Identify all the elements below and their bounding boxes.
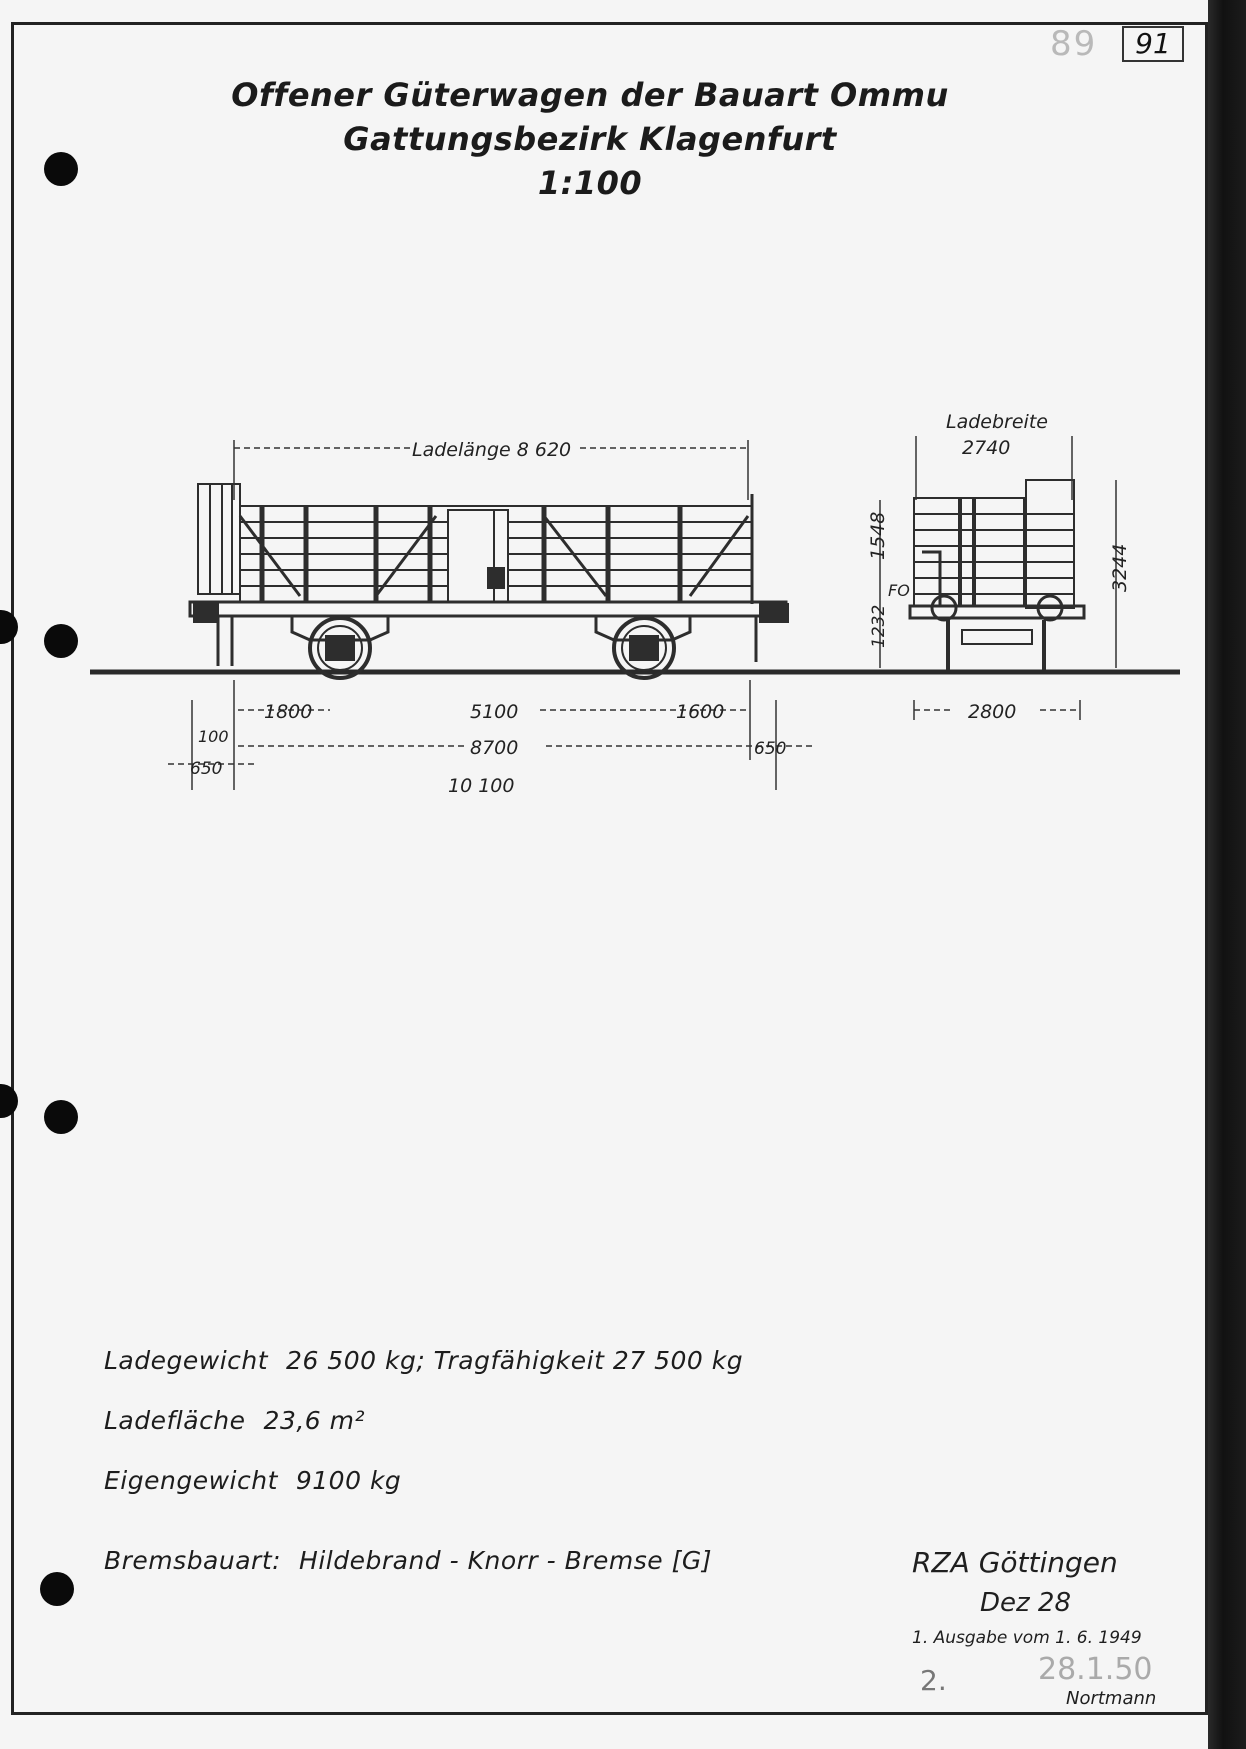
stamp-date: Dez 28 — [980, 1588, 1072, 1618]
punch-hole — [44, 1100, 78, 1134]
spec-label: Ladegewicht — [104, 1346, 269, 1375]
dim-1600: 1600 — [676, 701, 725, 723]
dim-8700: 8700 — [470, 737, 519, 759]
end-height-1548: 1548 — [867, 511, 889, 560]
dim-650-left: 650 — [190, 759, 223, 779]
sheet-number: 91 — [1122, 26, 1184, 62]
end-loading-width: 2740 — [962, 437, 1011, 459]
spec-loading-weight — [104, 1346, 743, 1375]
stamp-revision-number: 2. — [920, 1664, 947, 1697]
end-width-2800: 2800 — [968, 701, 1017, 723]
dim-5100: 5100 — [470, 701, 519, 723]
spec-value: 9100 kg — [295, 1466, 402, 1495]
spec-value: 23,6 m² — [263, 1406, 366, 1435]
wagon-drawing — [0, 0, 1208, 820]
spec-value: Hildebrand - Knorr - Bremse [G] — [299, 1546, 712, 1575]
end-view — [910, 480, 1084, 670]
dim-650-right: 650 — [754, 739, 787, 759]
spec-label: Eigengewicht — [104, 1466, 278, 1495]
title-line-1: Offener Güterwagen der Bauart Ommu — [231, 76, 949, 114]
dim-1800: 1800 — [264, 701, 313, 723]
stamp-office: RZA Göttingen — [912, 1546, 1118, 1579]
stamp-revision-date: 28.1.50 — [1038, 1652, 1153, 1687]
scale: 1:100 — [537, 164, 643, 202]
end-loading-width-label: Ladebreite — [946, 411, 1048, 433]
title-line-2: Gattungsbezirk Klagenfurt — [343, 120, 837, 158]
end-fo-label: FO — [888, 581, 910, 600]
stamp-signature: Nortmann — [1066, 1688, 1157, 1709]
spec-label: Bremsbauart: — [104, 1546, 282, 1575]
spec-label: Ladefläche — [104, 1406, 246, 1435]
dim-10100: 10 100 — [448, 775, 515, 797]
scan-edge — [1208, 0, 1246, 1749]
dim-100: 100 — [198, 727, 229, 746]
spec-loading-area — [104, 1406, 365, 1435]
spec-value: 26 500 kg; Tragfähigkeit 27 500 kg — [286, 1346, 744, 1375]
side-view — [190, 484, 788, 678]
archive-number: 89 — [1050, 24, 1098, 64]
spec-tare-weight — [104, 1466, 401, 1495]
dim-loading-length: Ladelänge 8 620 — [412, 439, 572, 461]
stamp-edition: 1. Ausgabe vom 1. 6. 1949 — [912, 1628, 1142, 1648]
end-height-1232: 1232 — [869, 604, 889, 648]
end-height-3244: 3244 — [1109, 543, 1131, 592]
spec-brake-type — [104, 1546, 712, 1575]
punch-hole — [40, 1572, 74, 1606]
